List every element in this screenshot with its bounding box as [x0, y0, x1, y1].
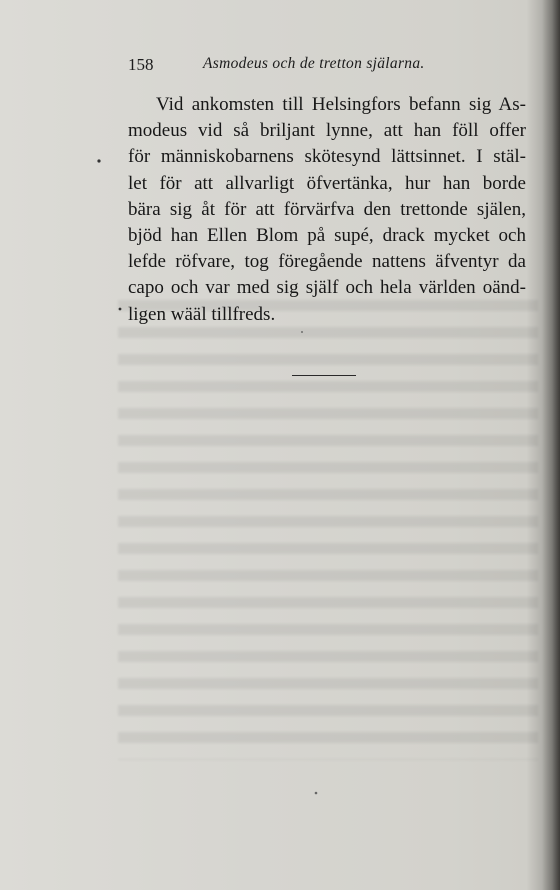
- page-number: 158: [128, 55, 154, 74]
- ink-speck: [301, 331, 303, 333]
- running-title: Asmodeus och de tretton själarna.: [203, 55, 425, 72]
- ink-speck: [97, 159, 100, 162]
- text-line: bära sig åt för att förvärfva den trettonde själen,: [128, 198, 526, 220]
- page-edge-shadow: [542, 0, 560, 890]
- ink-speck: [119, 308, 122, 311]
- text-line: lefde röfvare, tog föregående nattens äfventyr da: [128, 251, 526, 273]
- text-line: bjöd han Ellen Blom på supé, drack mycket och: [128, 224, 526, 246]
- text-line: ligen wääl tillfreds.: [128, 303, 276, 325]
- text-line: för människobarnens skötesynd lättsinnet. I stäl-: [128, 146, 526, 168]
- ink-speck: [315, 792, 318, 795]
- text-line: Vid ankomsten till Helsingfors befann sig As-: [156, 94, 526, 115]
- text-line: let för att allvarligt öfvertänka, hur han borde: [128, 172, 526, 194]
- text-line: modeus vid så briljant lynne, att han föll offer: [128, 120, 526, 142]
- text-line: capo och var med sig själf och hela världen oänd-: [128, 277, 526, 299]
